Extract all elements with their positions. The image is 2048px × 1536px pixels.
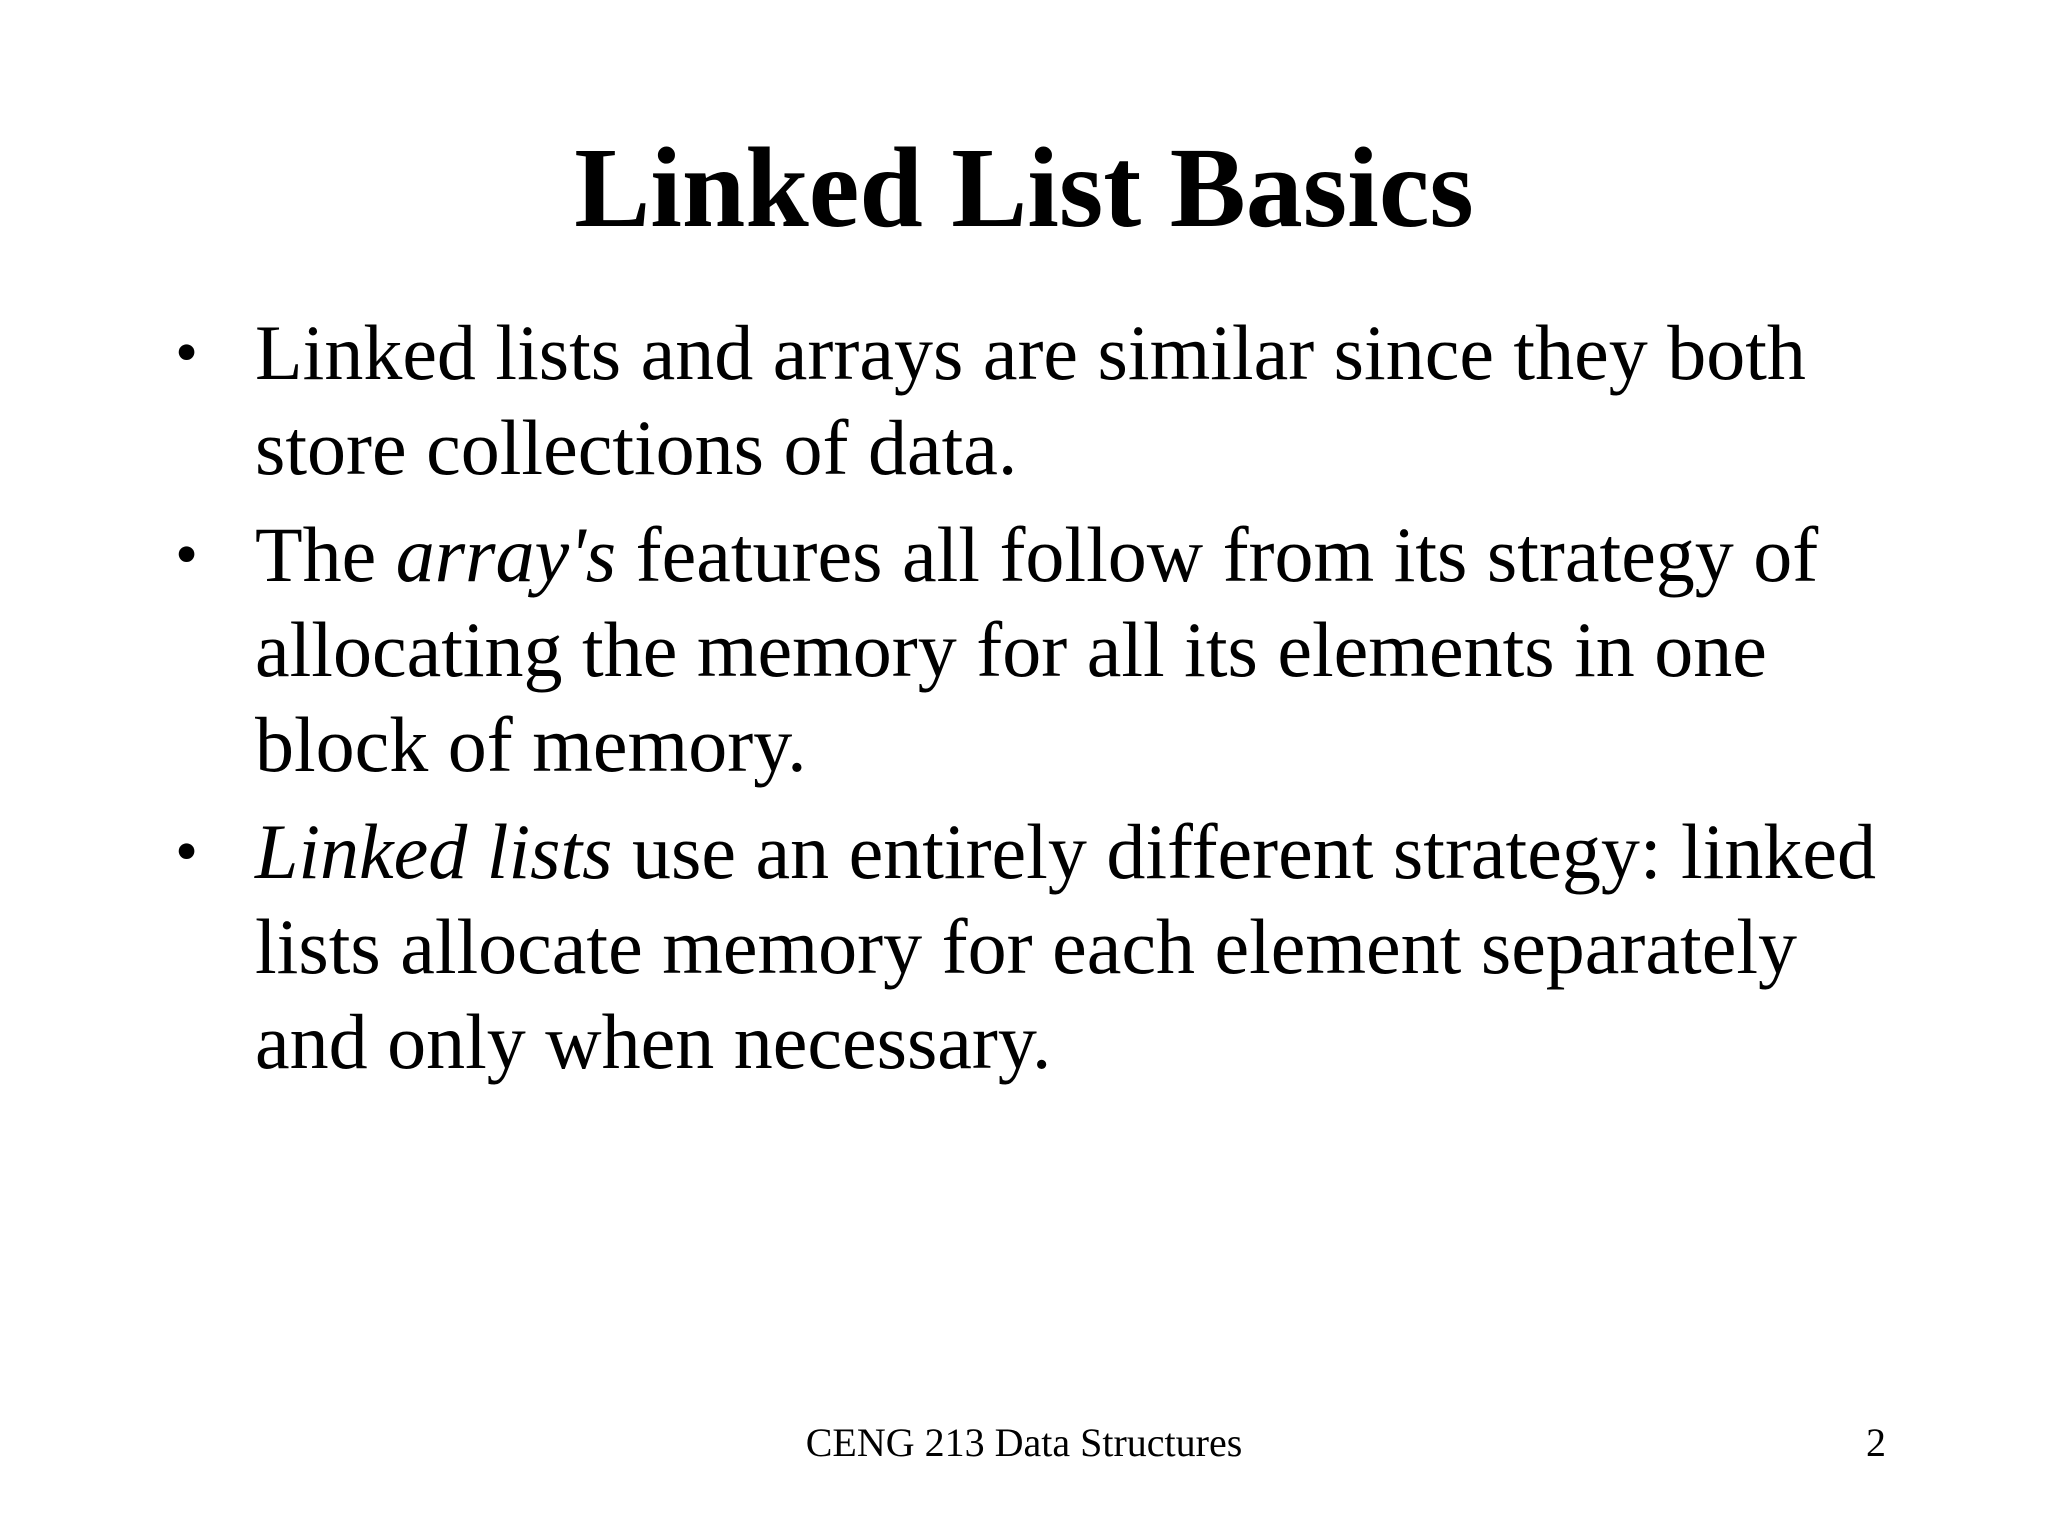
bullet-icon: • (175, 316, 199, 389)
bullet-item (175, 305, 1895, 495)
bullet-text-emphasis: array's (395, 511, 617, 598)
bullet-list (175, 305, 1895, 1101)
bullet-text-emphasis: Linked lists (255, 808, 613, 895)
bullet-item (175, 507, 1895, 792)
bullet-text-rest: features all follow from its strategy of allocating the memory for all its elements in one block of memory. (255, 511, 1819, 788)
bullet-text-lead: The (255, 511, 396, 598)
bullet-icon: • (175, 518, 199, 591)
bullet-item (175, 804, 1895, 1089)
slide-title: Linked List Basics (574, 124, 1474, 251)
page-number: 2 (1866, 1420, 1886, 1465)
bullet-icon: • (175, 815, 199, 888)
slide-footer: CENG 213 Data Structures (805, 1420, 1243, 1465)
bullet-text: Linked lists and arrays are similar since they both store collections of data. (255, 309, 1806, 491)
bullet-text-rest: use an entirely different strategy: linked lists allocate memory for each element separately and only when necessary. (255, 808, 1876, 1085)
